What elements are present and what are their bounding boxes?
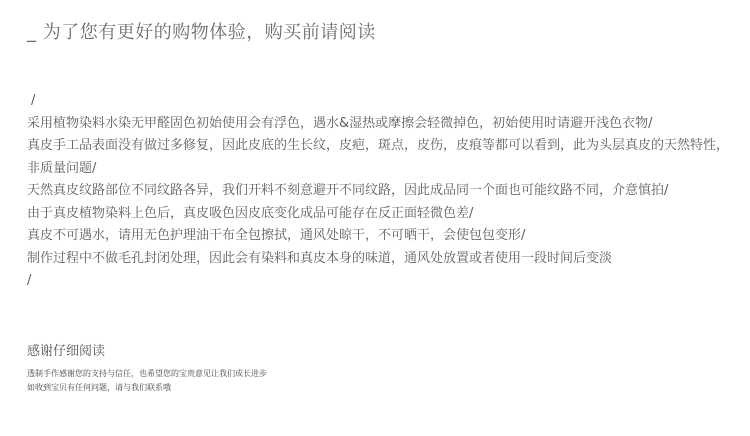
footer-note <box>27 367 627 395</box>
notice-line: 真皮不可遇水，请用无色护理油干布全包擦拭，通风处晾干，不可晒干，会使包包变形/ <box>27 228 526 243</box>
notice-line: 采用植物染料水染无甲醛固色初始使用会有浮色，遇水&湿热或摩擦会轻微掉色，初始使用时请避开浅色衣物/ <box>27 115 653 131</box>
notice-line: / <box>27 273 32 288</box>
notice-line: 制作过程中不做毛孔封闭处理，因此会有染料和真皮本身的味道，通风处放置或者使用一段时间后变淡 <box>27 250 613 266</box>
thanks-heading: 感谢仔细阅读 <box>27 344 106 359</box>
notice-line: 天然真皮纹路部位不同纹路各异，我们开料不刻意避开不同纹路，因此成品同一个面也可能纹路不同，介意慎拍/ <box>27 183 669 198</box>
footer-note-line: 如收到宝贝有任何问题，请与我们联系哦 <box>27 383 171 392</box>
notice-list <box>27 90 730 293</box>
notice-line: / <box>31 93 36 108</box>
notice-line: 真皮手工品表面没有做过多修复，因此皮底的生长纹，皮疤，斑点，皮伤，皮痕等都可以看到，此为头层真皮的天然特性， <box>27 138 730 153</box>
footer-note-line: 透制手作感谢您的支持与信任，也希望您的宝贵意见让我们成长进步 <box>27 369 267 378</box>
page-title: _ 为了您有更好的购物体验，购买前请阅读 <box>27 22 376 43</box>
notice-line: 非质量问题/ <box>27 160 97 176</box>
notice-line: 由于真皮植物染料上色后，真皮吸色因皮底变化成品可能存在反正面轻微色差/ <box>27 205 474 221</box>
